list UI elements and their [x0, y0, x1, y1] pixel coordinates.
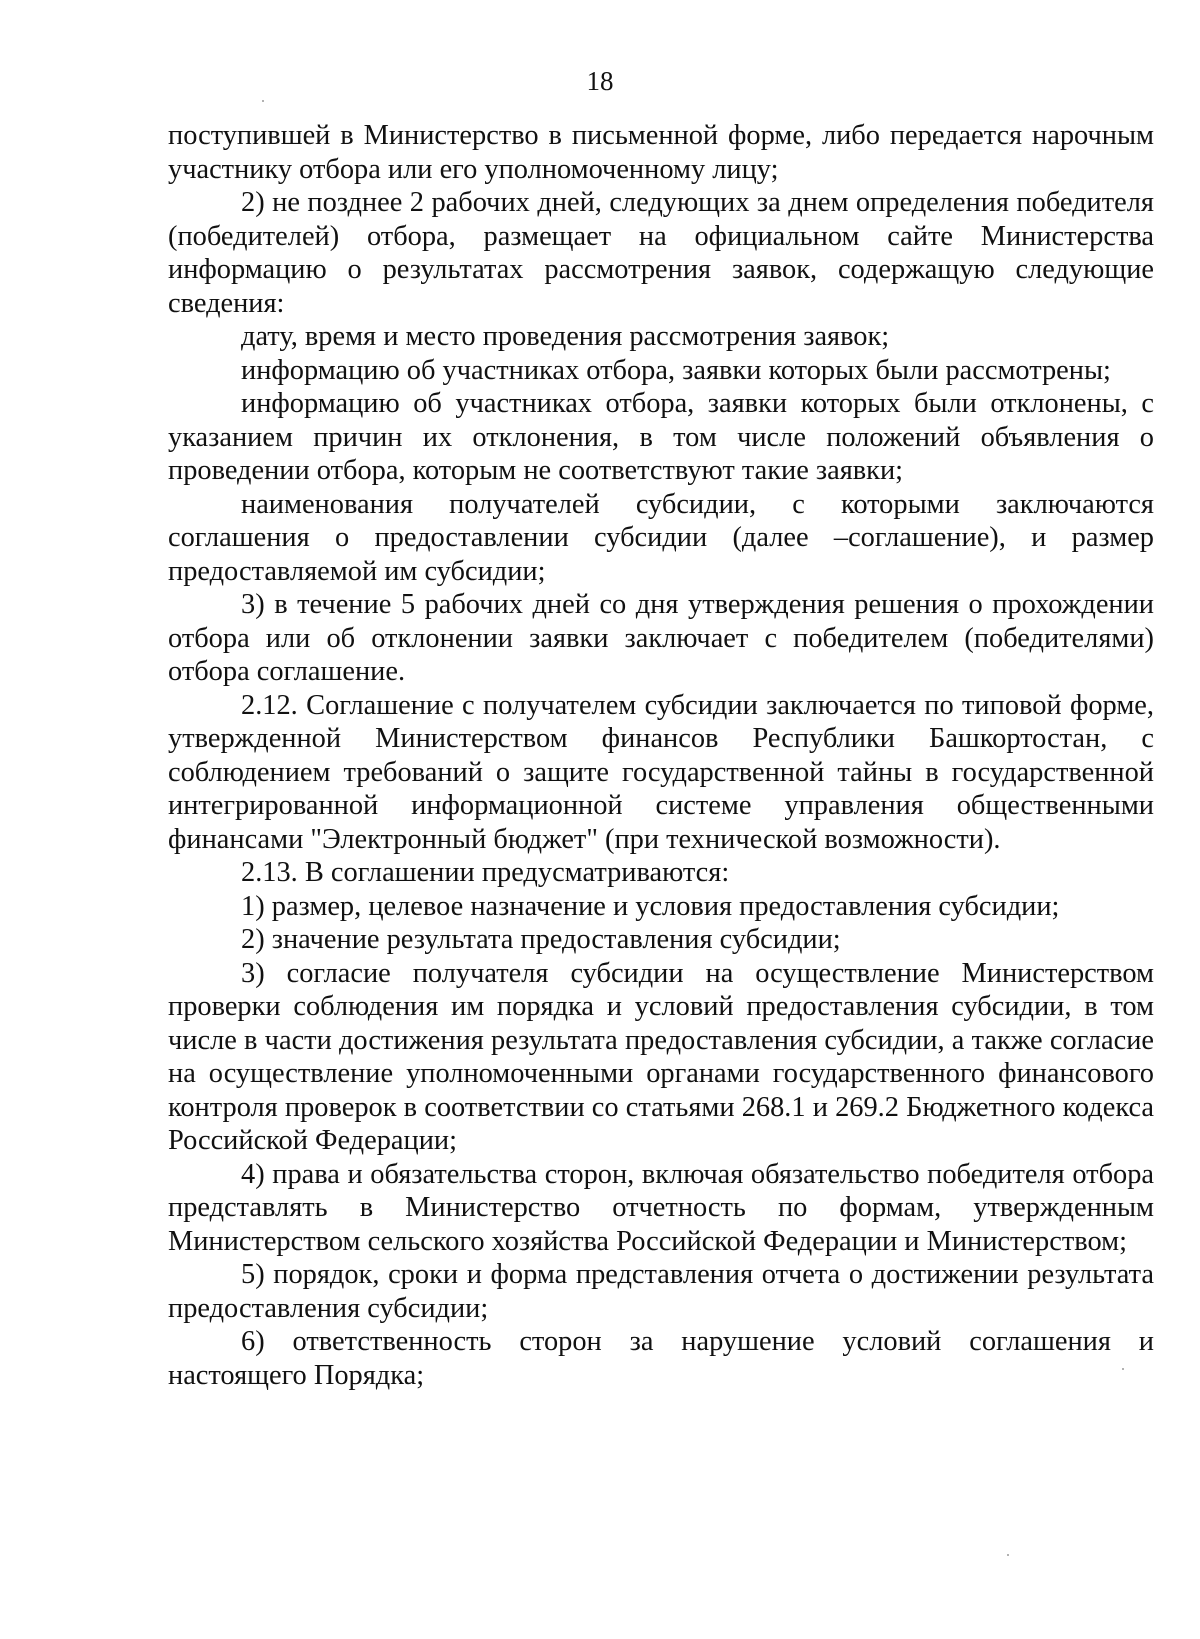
page-number: 18: [586, 66, 614, 96]
paragraph-clause-2-13-5: 5) порядок, сроки и форма представления отчета о достижении результата предоставления субсидии;: [168, 1259, 1154, 1324]
paragraph-clause-2-13-1: 1) размер, целевое назначение и условия предоставления субсидии;: [241, 890, 1060, 922]
paragraph-clause-2-13-4: 4) права и обязательства сторон, включая обязательство победителя отбора представлять в Министерство отчетность по формам, утвержденным Министерством сельского хозяйства Российской Федерации и Министерством;: [168, 1158, 1154, 1257]
paragraph-continuation: поступившей в Министерство в письменной форме, либо передается нарочным участнику отбора или его уполномоченному лицу;: [168, 120, 1154, 185]
scan-speck: [262, 100, 264, 102]
paragraph-item-3: 3) в течение 5 рабочих дней со дня утверждения решения о прохождении отбора или об отклонении заявки заключает с победителем (победителями) отбора соглашение.: [168, 589, 1154, 687]
paragraph-item-2-date: дату, время и место проведения рассмотрения заявок;: [241, 321, 890, 352]
paragraph-item-2-considered: информацию об участниках отбора, заявки которых были рассмотрены;: [241, 354, 1111, 386]
paragraph-clause-2-13-3: 3) согласие получателя субсидии на осуществление Министерством проверки соблюдения им порядка и условий предоставления субсидии, в том числе в части достижения результата предоставления субсидии, а также согласие на осуществление уполномоченными органами государственного финансового контроля проверок в соответствии со статьями 268.1 и 269.2 Бюджетного кодекса Российской Федерации;: [168, 957, 1154, 1156]
paragraph-item-2-rejected: информацию об участниках отбора, заявки которых были отклонены, с указанием причин их отклонения, в том числе положений объявления о проведении отбора, которым не соответствуют такие заявки;: [168, 388, 1154, 486]
scan-speck: [1007, 1554, 1009, 1556]
paragraph-item-2-recipients: наименования получателей субсидии, с которыми заключаются соглашения о предоставлении субсидии (далее –соглашение), и размер предоставляемой им субсидии;: [168, 488, 1154, 587]
document-body: [168, 119, 1154, 1392]
paragraph-clause-2-13-6: 6) ответственность сторон за нарушение условий соглашения и настоящего Порядка;: [168, 1326, 1154, 1391]
paragraph-clause-2-12: 2.12. Соглашение с получателем субсидии заключается по типовой форме, утвержденной Министерством финансов Республики Башкортостан, с соблюдением требований о защите государственной тайны в государственной интегрированной информационной системе управления общественными финансами "Электронный бюджет" (при технической возможности).: [168, 689, 1154, 855]
paragraph-clause-2-13-2: 2) значение результата предоставления субсидии;: [241, 924, 841, 955]
paragraph-clause-2-13: 2.13. В соглашении предусматриваются:: [241, 857, 730, 888]
paragraph-item-2: 2) не позднее 2 рабочих дней, следующих за днем определения победителя (победителей) отбора, размещает на официальном сайте Министерства информацию о результатах рассмотрения заявок, содержащую следующие сведения:: [168, 187, 1154, 319]
